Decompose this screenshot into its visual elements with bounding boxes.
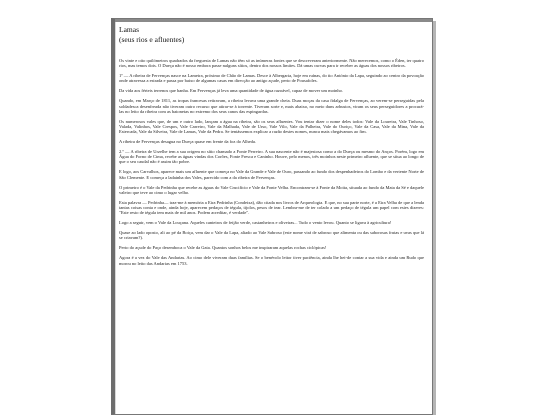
top-rule: [115, 19, 432, 22]
paragraph: 2.º — A ribeira de Urzelhe tem a sua origem no sítio chamado a Fonte Perreiro. A sua nascente não é majestosa como a do Dueça ou mesmo do Anços. Porém, logo em Água do Forno de Cima, recebe as águas vindas dos Corões, Fonte Fresca e Caninho. Houve, pelo menos, três moinhos neste primeiro afluente, que se situa ao longo de que o seu caudal não é assim tão pobre.: [119, 149, 424, 165]
paragraph: Quase ao lado oposto, ali ao pé da Boiça, vem dar o Vale da Lapa, aliado ao Vale Sabroso (este nome virá de sabroso que alimenta ou das saborosas frutas e uvas que lá se criavam?).: [119, 230, 424, 241]
page-title: Lamas: [119, 25, 139, 34]
paragraph: Os numerosos vales que, de um e outro lado, lançam a água na ribeira, são os seus afluentes. Vou tentar dizer o nome deles todos: Vale da Loureira, Vale Tinhoso, Valada, Valinhos, Vale Crespos, Vale Carreiro, Vale da Malhada, Vale de Urso, Vale Vilo, Vale da Palheira, Vale do Ouriço, Vale da Casa, Vale da Mina, Vale da Estercada, Vale da Silveira, Vale de Lamas, Vale da Pedra. Se tentássemos explicar a razão destes nomes, nunca mais chegávamos ao fim.: [119, 118, 424, 134]
paragraph: Perto do açude do Paço desemboca o Vale da Gata. Quantos sonhos belos me inspiraram aquelas rochas ciclópicas!: [119, 245, 327, 251]
paragraph: Da vida aos férteis terrenos que banha. Em Fervenças já leva uma quantidade de água razoável, capaz de mover um moinho.: [119, 88, 344, 94]
paragraph: O primeiro é o Vale da Pedrinha que recebe as águas do Vale Crucifício e Vale da Fonte Velha. Encontram-se à Fonte da Moita, situada ao fundo da Mata da Sé e daquele valeiro que teve ao cimo o lugar velho.: [119, 184, 424, 195]
paragraph: 1º — A ribeira de Fervenças nasce na Lameira, próximo de Chão de Lamas. Desce à Albergaria, hoje em ruínas, do tio António da Lapa, seguindo ao centro da povoação onde atravessa a estrada e passa por baixo de algumas casas em direcção ao antigo açude, perto de Pousafoles.: [119, 73, 424, 84]
paragraph: Logo a seguir, vem o Vale da Louçana. Aqueles canteiros de feijão verde, castanheiros e oliveiras... Tudo o vento levou. Quanto se ligava à agricultura!: [119, 220, 392, 226]
document-frame: [111, 18, 433, 415]
paragraph: Agora é a vez do Vale das Andarias. Ao cimo dele viveram duas famílias. Se o benévolo leitor tiver paciência, ainda lhe hei-de contar a sua vida e ainda um Rudo que morou no leito das Andarias em 1753.: [119, 255, 424, 266]
document-content: [119, 25, 424, 271]
paragraph: Esta palavra — Pedrinha— traz-me à memória a Eira Pedrinha (Condeixa), dão citada nos livros de Arqueologia. E que, no sua parte norte, é a Eira Velha de que a lenda tantas coisas conta e onde, ainda hoje, aparecem pedaços de tégula, tijolos, pesos de tear. Lembra-me de ter colado a um pedaço de tégula um papel com estes dizeres: "Este resto de tégula tem mais de mil anos. Podem acreditar, é verdade".: [119, 199, 424, 215]
paragraph: A ribeira de Fervenças desagua no Dueça quase em frente da foz do Alheda.: [119, 139, 256, 145]
page-subtitle: (seus rios e afluentes): [119, 35, 185, 44]
paragraph: Quando, em Março de 1811, as tropas francesas retiravam, a ribeira levava uma grande cheia. Duas moças da casa fidalga de Fervenças, ao verem-se perseguidas pela soldadesca desenfreada não tiveram outro recurso que atirar-se à torrente. Tiveram sorte e, mais abaixo, no meio duns arbustos, viram os seus perseguidores a procurá-las no leito da ribeira com as baionetas no extremo dos seus canos das espingardas.: [119, 98, 424, 114]
paragraph: Os vinte e oito quilómetros quadrados da freguesia de Lamas não têm só as inúmeras fontes que se descreveram anteriormente. Não merecemos, como o Éden, ter quatro rios, mas temos dois. O Dueça não é nosso embora passe nalguns sítios, dentro dos nossos limites. Dá umas curvas para ir receber as águas dos nossos ribeiros.: [119, 58, 424, 69]
paragraph: E logo, aos Carvalhos, aparece mais um afluente que começa no Vale da Grande e Vale de Ouro, passando ao fundo dos despenhadeiros do Lombo e da vertente Norte de São Clemente. E começa a ladainha dos Vales, parecido com a da ribeira de Fervenças.: [119, 169, 424, 180]
